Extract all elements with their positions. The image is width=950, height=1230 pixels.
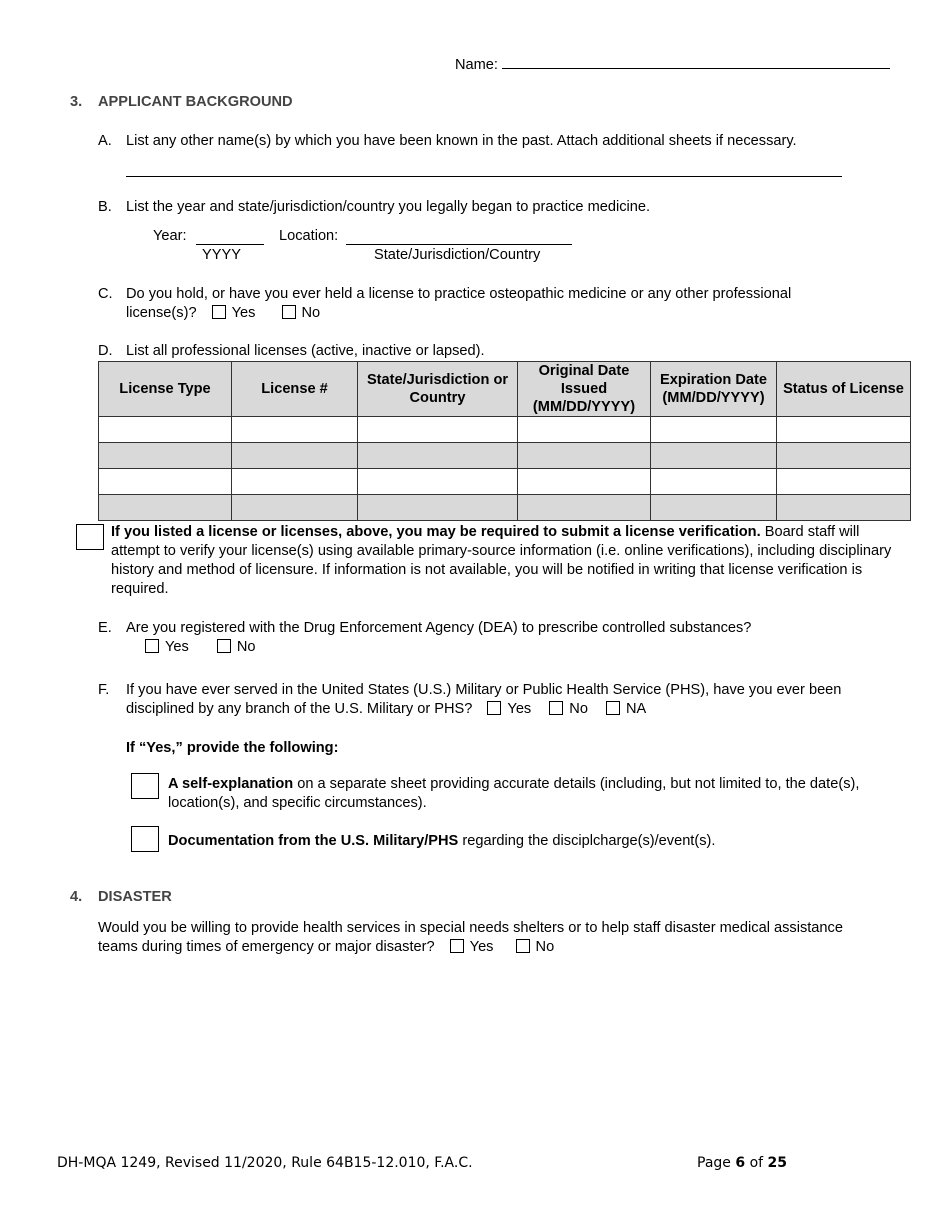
location-label: Location:: [279, 228, 339, 244]
col-license-number: License #: [232, 362, 358, 417]
disaster-no-checkbox[interactable]: [516, 939, 530, 953]
license-held-no-label: No: [301, 305, 321, 321]
self-explanation-rest: on a separate sheet providing accurate details (including, but not limited to, the date(s), location(s), and specific circumstances).: [168, 776, 860, 811]
item-c-text-1: Do you hold, or have you ever held a license to practice osteopathic medicine or any other professional: [126, 286, 792, 302]
table-row: [99, 443, 911, 469]
table-cell[interactable]: [777, 417, 911, 443]
col-status: Status of License: [777, 362, 911, 417]
section-4-number: 4.: [70, 889, 83, 905]
table-cell[interactable]: [232, 469, 358, 495]
item-f-text-2: disciplined by any branch of the U.S. Military or PHS?: [126, 701, 473, 717]
military-yes-label: Yes: [507, 701, 532, 717]
table-cell[interactable]: [518, 469, 651, 495]
col-original-date: Original Date Issued (MM/DD/YYYY): [518, 362, 651, 417]
self-explanation-bold: A self-explanation: [168, 776, 294, 792]
name-label: Name:: [455, 57, 498, 73]
name-row: [455, 56, 890, 75]
military-no-label: No: [569, 701, 588, 717]
item-c-letter: C.: [98, 286, 113, 302]
section-3-number: 3.: [70, 94, 83, 110]
if-yes-heading: If “Yes,” provide the following:: [126, 740, 339, 756]
item-d-text: List all professional licenses (active, inactive or lapsed).: [126, 343, 485, 359]
section-4-title: DISASTER: [98, 889, 172, 905]
documentation-text: [168, 832, 878, 851]
table-cell[interactable]: [232, 443, 358, 469]
verification-notice: [111, 523, 896, 599]
dea-no-label: No: [236, 639, 256, 655]
table-cell[interactable]: [777, 495, 911, 521]
col-license-type: License Type: [99, 362, 232, 417]
item-d-letter: D.: [98, 343, 113, 359]
item-e-options: [145, 638, 256, 657]
table-cell[interactable]: [518, 417, 651, 443]
item-f-row-2: [126, 700, 646, 719]
table-cell[interactable]: [777, 443, 911, 469]
self-explanation-text: [168, 775, 878, 813]
verification-rest: Board staff will attempt to verify your license(s) using available primary-source information (i.e. online verifications), including disciplinary history and method of licensure. If information is not available, you will be notified in writing that license verification is required.: [111, 524, 892, 597]
item-f-letter: F.: [98, 682, 110, 698]
item-b-letter: B.: [98, 199, 112, 215]
table-cell[interactable]: [358, 495, 518, 521]
self-explanation-checkbox[interactable]: [131, 773, 159, 799]
item-e-text: Are you registered with the Drug Enforcement Agency (DEA) to prescribe controlled substances?: [126, 620, 752, 636]
dea-yes-checkbox[interactable]: [145, 639, 159, 653]
table-cell[interactable]: [99, 443, 232, 469]
table-cell[interactable]: [232, 495, 358, 521]
table-cell[interactable]: [232, 417, 358, 443]
table-cell[interactable]: [651, 469, 777, 495]
location-field[interactable]: [346, 227, 572, 245]
col-expiration-date: Expiration Date (MM/DD/YYYY): [651, 362, 777, 417]
item-a-text: List any other name(s) by which you have been known in the past. Attach additional sheets if necessary.: [126, 133, 797, 149]
table-row: [99, 495, 911, 521]
table-row: [99, 469, 911, 495]
item-b-text: List the year and state/jurisdiction/country you legally began to practice medicine.: [126, 199, 651, 215]
license-held-yes-label: Yes: [231, 305, 256, 321]
table-cell[interactable]: [358, 469, 518, 495]
total-pages: 25: [767, 1155, 787, 1171]
location-hint: State/Jurisdiction/Country: [374, 247, 541, 263]
other-names-field[interactable]: [126, 176, 842, 177]
section-3-title: APPLICANT BACKGROUND: [98, 94, 293, 110]
table-cell[interactable]: [518, 495, 651, 521]
disaster-text-1: Would you be willing to provide health services in special needs shelters or to help staff disaster medical assistance: [98, 920, 843, 936]
table-cell[interactable]: [651, 495, 777, 521]
name-field[interactable]: [502, 68, 890, 69]
table-cell[interactable]: [99, 495, 232, 521]
dea-no-checkbox[interactable]: [217, 639, 231, 653]
of-word: of: [749, 1155, 764, 1171]
disaster-row-2: [98, 938, 554, 957]
page-number: 6: [735, 1155, 746, 1171]
military-yes-checkbox[interactable]: [487, 701, 501, 715]
year-label: Year:: [153, 228, 187, 244]
table-cell[interactable]: [518, 443, 651, 469]
item-f-text-1: If you have ever served in the United States (U.S.) Military or Public Health Service (PHS), have you ever been: [126, 682, 842, 698]
year-field[interactable]: [196, 227, 264, 245]
military-na-checkbox[interactable]: [606, 701, 620, 715]
page-word: Page: [697, 1155, 731, 1171]
year-hint: YYYY: [202, 247, 241, 263]
table-cell[interactable]: [777, 469, 911, 495]
table-cell[interactable]: [358, 417, 518, 443]
item-e-letter: E.: [98, 620, 112, 636]
item-c-text-2: license(s)?: [126, 305, 197, 321]
dea-yes-label: Yes: [165, 639, 189, 655]
table-row: [99, 417, 911, 443]
item-c-row-2: [126, 304, 320, 323]
table-cell[interactable]: [358, 443, 518, 469]
license-held-yes-checkbox[interactable]: [212, 305, 226, 319]
disaster-yes-checkbox[interactable]: [450, 939, 464, 953]
military-no-checkbox[interactable]: [549, 701, 563, 715]
col-state-jurisdiction: State/Jurisdiction or Country: [358, 362, 518, 417]
documentation-checkbox[interactable]: [131, 826, 159, 852]
documentation-bold: Documentation from the U.S. Military/PHS: [168, 833, 459, 849]
page-indicator: [697, 1154, 787, 1173]
disaster-text-2: teams during times of emergency or major disaster?: [98, 939, 435, 955]
verification-checkbox[interactable]: [76, 524, 104, 550]
military-na-label: NA: [626, 701, 647, 717]
table-cell[interactable]: [651, 443, 777, 469]
table-cell[interactable]: [99, 469, 232, 495]
disaster-yes-label: Yes: [469, 939, 494, 955]
form-id: DH-MQA 1249, Revised 11/2020, Rule 64B15-12.010, F.A.C.: [57, 1155, 473, 1171]
disaster-no-label: No: [535, 939, 555, 955]
documentation-rest: regarding the disciplcharge(s)/event(s).: [462, 833, 716, 849]
license-held-no-checkbox[interactable]: [282, 305, 296, 319]
license-table: [98, 361, 911, 521]
verification-bold: If you listed a license or licenses, above, you may be required to submit a license verification.: [111, 524, 761, 540]
table-cell[interactable]: [651, 417, 777, 443]
item-a-letter: A.: [98, 133, 112, 149]
table-cell[interactable]: [99, 417, 232, 443]
license-table-header: [99, 362, 911, 417]
